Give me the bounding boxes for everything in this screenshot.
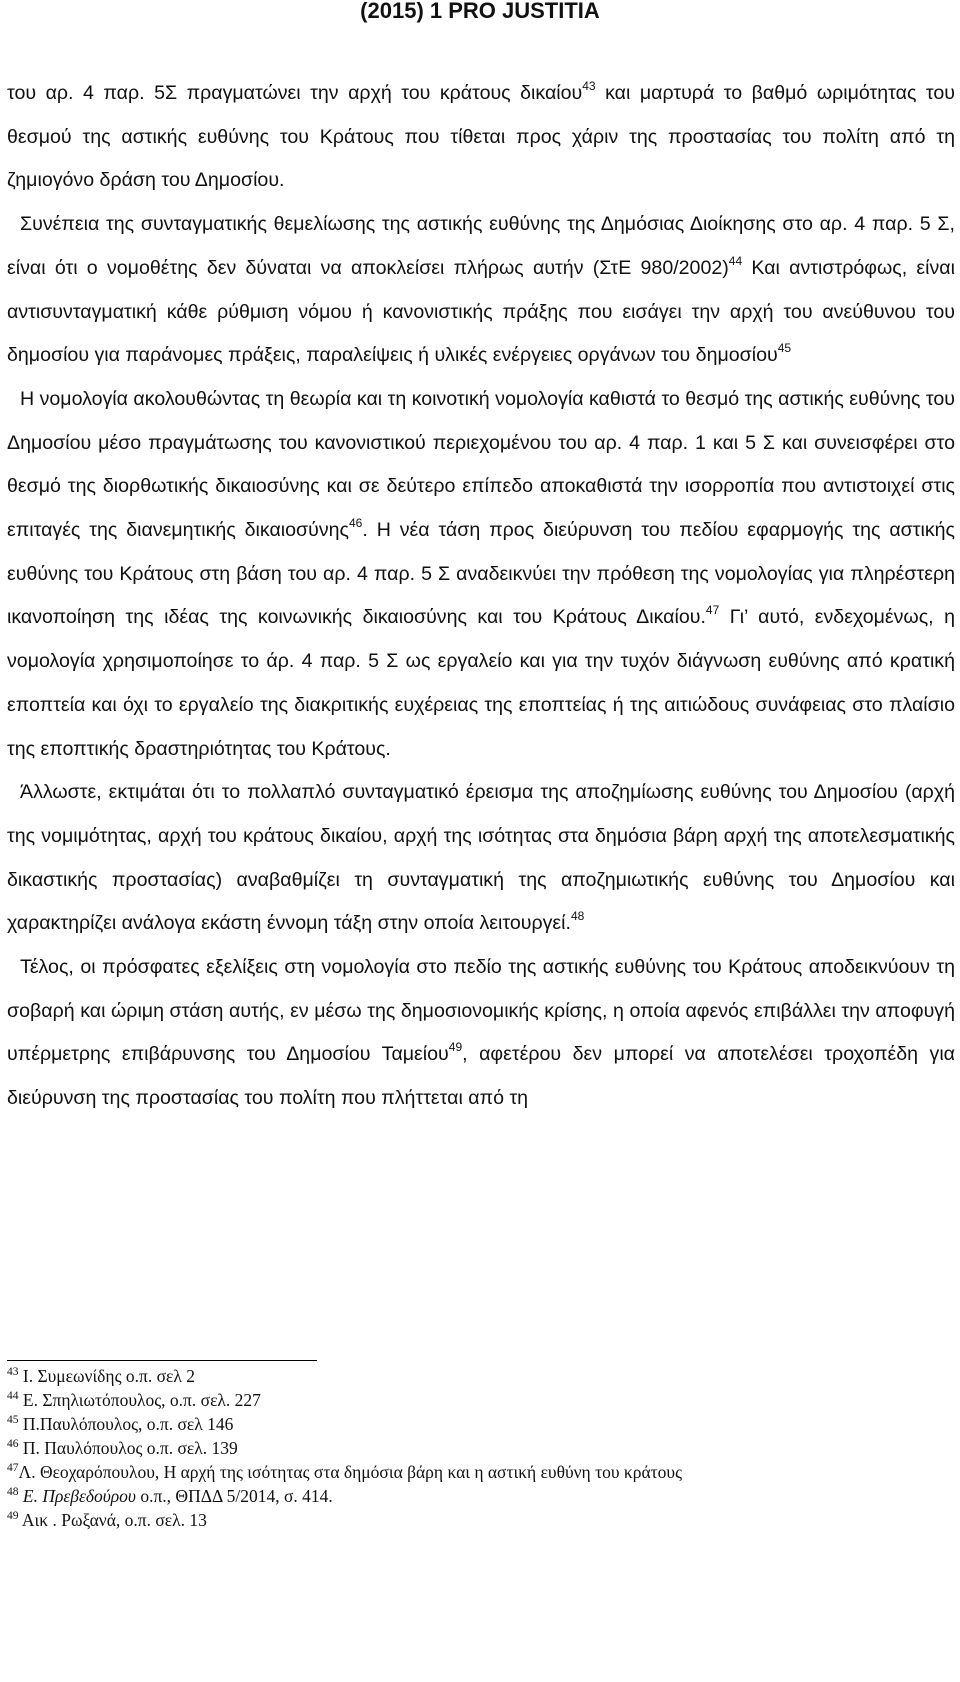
footnote-text: Π.Παυλόπουλος, ο.π. σελ 146 xyxy=(22,1414,234,1434)
footnote-number: 45 xyxy=(7,1414,19,1426)
footnote-47 xyxy=(7,1460,955,1484)
page-header xyxy=(0,0,960,24)
footnote-text: Ι. Συμεωνίδης ο.π. σελ 2 xyxy=(22,1366,195,1386)
paragraph-3-text-end: Γι’ αυτό, ενδεχομένως, η νομολογία χρησιμοποίησε το άρ. 4 παρ. 5 Σ ως εργαλείο και για την τυχόν διάγνωση ευθύνης από κρατική εποπτεία και όχι το εργαλείο της διακριτικής ευχέρειας της εποπτείας ή της αιτιώδους συνάφειας στο πλαίσιο της εποπτικής δραστηριότητας του Κράτους. xyxy=(7,606,955,760)
header-title: (2015) 1 PRO JUSTITIA xyxy=(360,0,600,23)
footnote-48 xyxy=(7,1484,955,1508)
paragraph-4-text: Άλλωστε, εκτιμάται ότι το πολλαπλό συνταγματικό έρεισμα της αποζημίωσης ευθύνης του Δημοσίου (αρχή της νομιμότητας, αρχή του κράτους δικαίου, αρχή της ισότητας στα δημόσια βάρη αρχή της αποτελεσματικής δικαστικής προστασίας) αναβαθμίζει τη συνταγματική της αποζημιωτικής ευθύνης του Δημοσίου και χαρακτηρίζει ανάλογα εκάστη έννομη τάξη στην οποία λειτουργεί. xyxy=(7,781,955,935)
footnote-43 xyxy=(7,1364,955,1388)
footnote-text: Λ. Θεοχαρόπουλου, Η αρχή της ισότητας στα δημόσια βάρη και η αστική ευθύνη του κράτους xyxy=(18,1462,682,1482)
footnote-separator xyxy=(7,1360,317,1361)
footnote-45 xyxy=(7,1412,955,1436)
paragraph-4 xyxy=(7,771,955,946)
footnote-ref-44[interactable]: 44 xyxy=(728,253,743,268)
paragraph-2 xyxy=(7,203,955,378)
footnote-46 xyxy=(7,1436,955,1460)
footnote-ref-43[interactable]: 43 xyxy=(582,79,596,93)
footnote-ref-45[interactable]: 45 xyxy=(777,341,792,356)
footnote-number: 48 xyxy=(7,1486,19,1498)
footnote-ref-49[interactable]: 49 xyxy=(448,1040,463,1055)
footnote-44 xyxy=(7,1388,955,1412)
paragraph-3-text-cont: . Η νέα τάση προς διεύρυνση του πεδίου εφαρμογής της αστικής ευθύνης του Κράτους στη βάση του αρ. 4 παρ. 5 Σ αναδεικνύει την πρόθεση της νομολογίας για πληρέστερη ικανοποίηση της ιδέας της κοινωνικής δικαιοσύνης και του Κράτους Δικαίου. xyxy=(7,519,955,629)
footnote-author: Ε. Πρεβεδούρου xyxy=(22,1486,136,1506)
footnotes xyxy=(7,1364,955,1532)
footnote-number: 49 xyxy=(7,1510,19,1522)
paragraph-2-text: Συνέπεια της συνταγματικής θεμελίωσης της αστικής ευθύνης της Δημόσιας Διοίκησης στο αρ. 4 παρ. 5 Σ, είναι ότι ο νομοθέτης δεν δύναται να αποκλείσει πλήρως αυτήν (ΣτΕ 980/2002) xyxy=(7,213,955,279)
footnote-ref-47[interactable]: 47 xyxy=(705,603,720,618)
paragraph-5-text: Τέλος, οι πρόσφατες εξελίξεις στη νομολογία στο πεδίο της αστικής ευθύνης του Κράτους αποδεικνύουν τη σοβαρή και ώριμη στάση αυτής, εν μέσω της δημοσιονομικής κρίσης, η οποία αφενός επιβάλλει την αποφυγή υπέρμετρης επιβάρυνσης του Δημοσίου Ταμείου xyxy=(7,956,955,1066)
footnote-number: 46 xyxy=(7,1438,19,1450)
footnote-49 xyxy=(7,1508,955,1532)
paragraph-2-text-cont: Και αντιστρόφως, είναι αντισυνταγματική κάθε ρύθμιση νόμου ή κανονιστικής πράξης που εισάγει την αρχή του ανεύθυνου του δημοσίου για παράνομες πράξεις, παραλείψεις ή υλικές ενέργειες οργάνων του δημοσίου xyxy=(7,256,955,367)
footnote-ref-48[interactable]: 48 xyxy=(570,909,585,924)
footnote-number: 43 xyxy=(7,1366,19,1378)
paragraph-1-text: του αρ. 4 παρ. 5Σ πραγματώνει την αρχή του κράτους δικαίου xyxy=(7,82,583,104)
paragraph-3 xyxy=(7,378,955,771)
paragraph-3-text: Η νομολογία ακολουθώντας τη θεωρία και τη κοινοτική νομολογία καθιστά το θεσμό της αστικής ευθύνης του Δημοσίου μέσο πραγμάτωσης του κανονιστικού περιεχομένου του αρ. 4 παρ. 1 και 5 Σ και συνεισφέρει στο θεσμό της διορθωτικής δικαιοσύνης και σε δεύτερο επίπεδο αποκαθιστά την ισορροπία που αντιστοιχεί στις επιταγές της διανεμητικής δικαιοσύνης xyxy=(7,387,955,542)
footnote-text: Ε. Σπηλιωτόπουλος, ο.π. σελ. 227 xyxy=(22,1390,261,1410)
footnote-ref-46[interactable]: 46 xyxy=(349,516,363,531)
paragraph-5-text-cont: , αφετέρου δεν μπορεί να αποτελέσει τροχοπέδη για διεύρυνση της προστασίας του πολίτη που πλήττεται από τη xyxy=(7,1043,956,1110)
footnote-text: ο.π., ΘΠΔΔ 5/2014, σ. 414. xyxy=(135,1486,333,1506)
paragraph-5 xyxy=(7,946,955,1121)
footnote-number: 47 xyxy=(7,1462,19,1474)
footnote-text: Αικ . Ρωξανά, ο.π. σελ. 13 xyxy=(21,1510,207,1530)
body-text xyxy=(7,72,955,1121)
footnote-number: 44 xyxy=(7,1390,19,1402)
footnote-text: Π. Παυλόπουλος ο.π. σελ. 139 xyxy=(22,1438,238,1458)
paragraph-1 xyxy=(7,72,955,203)
paragraph-1-text-cont: και μαρτυρά το βαθμό ωριμότητας του θεσμού της αστικής ευθύνης του Κράτους που τίθεται προς χάριν της προστασίας του πολίτη από τη ζημιογόνο δράση του Δημοσίου. xyxy=(7,82,955,192)
